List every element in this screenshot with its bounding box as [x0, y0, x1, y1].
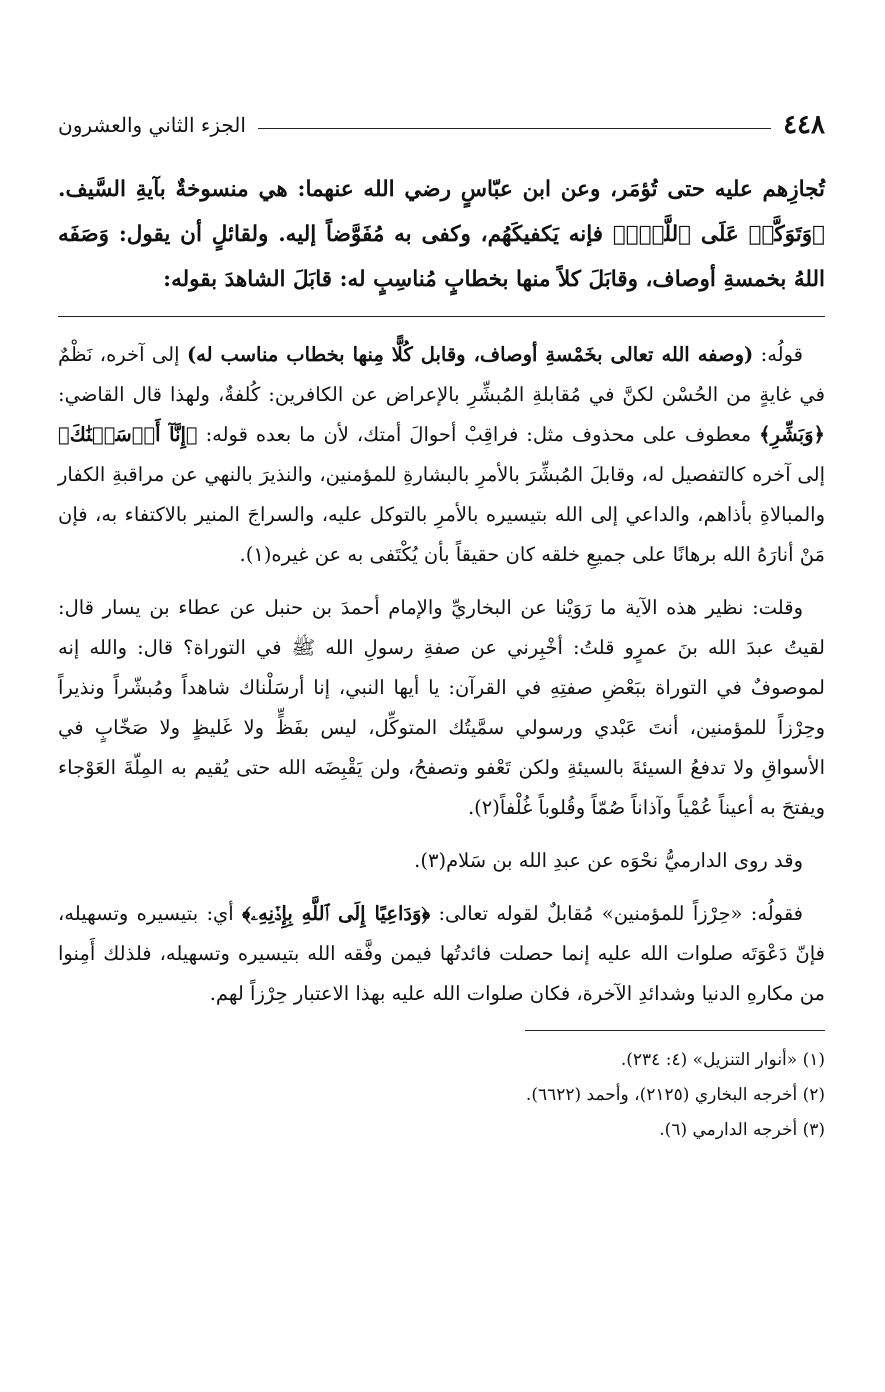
main-text-line1: تُجازِهم عليه حتى تُؤمَر، وعن ابن عبّاسٍ رضي الله عنهما: هي منسوخةٌ بآيةِ السَّيف. — [58, 177, 825, 202]
footnote: (٣) أخرجه الدارمي (٦). — [659, 1120, 825, 1140]
footnote: (١) «أنوار التنزيل» (٤: ٢٣٤). — [620, 1050, 825, 1070]
commentary-quote: (وصفه الله تعالى بخَمْسةِ أوصاف، وقابل كُلًّا مِنها بخطاب مناسب له) — [186, 343, 754, 366]
header-rule — [258, 128, 771, 129]
footnote: (٢) أخرجه البخاري (٢١٢٥)، وأحمد (٦٦٢٢). — [525, 1085, 825, 1105]
quran-verse-4: ﴿وَدَاعِيًا إِلَى ٱللَّهِ بِإِذۡنِهِۦ﴾ — [242, 902, 431, 925]
commentary-text-a: إلى آخره، نَظْمٌ في غايةٍ من الحُسْن لكنَّ في مُقابلةِ المُبشِّرِ بالإعراض عن الكافرين: كُلفةٌ، ولهذا قال القاضي: — [58, 343, 825, 406]
commentary-paragraph-1 — [58, 335, 825, 575]
commentary-text-b: معطوف على محذوف مثل: فراقِبْ أحوالَ أمتك، لأن ما بعده قوله: — [205, 423, 752, 446]
footnotes — [58, 1043, 825, 1148]
quran-verse-2: ﴿وَبَشِّرِ﴾ — [759, 423, 825, 446]
commentary-text-e: أي: بتيسيره وتسهيله، فإنّ دَعْوَتَه صلوات الله عليه إنما حصلت فائدتُها فيمن وفَّقه الله بتيسيره وتسهيله، فلذلك أَمِنوا من مكارهِ الدنيا وشدائدِ الآخرة، فكان صلوات الله عليه بهذا الاعتبار حِرْزاً لهم. — [58, 902, 825, 1005]
commentary-intro: قولُه: — [760, 343, 803, 366]
commentary-paragraph-2: وقلت: نظير هذه الآية ما رَوَيْنا عن البخاريِّ والإمام أحمدَ بن حنبل عن عطاء بن يسار قال: لقيتُ عبدَ الله بنَ عمرٍو قلتُ: أخْبِرني عن صفةِ رسولِ الله ﷺ في التوراة؟ قال: والله إنه لموصوفٌ في التوراة ببَعْضِ صفتِهِ في القرآن: يا أيها النبي، إنا أرسَلْناك شاهداً ومُبشّراً ونذيراً وحِرْزاً للمؤمنين، أنتَ عَبْدي ورسولي سمَّيتُك المتوكِّل، ليس بفَظٍّ ولا غَليظٍ ولا صَخّابٍ في الأسواقِ ولا تدفعُ السيئةَ بالسيئةِ ولكن تَعْفو وتصفحُ، ولن يَقْبِضَه الله حتى يُقيم به المِلّةَ العَوْجاء ويفتحَ به أعيناً عُمْياً وآذاناً صُمّاً وقُلوباً غُلْفاً(٢). — [58, 596, 825, 819]
page-header — [58, 105, 825, 145]
text-separator — [58, 316, 825, 317]
main-text-line2: فإنه يَكفيكَهُم، وكفى به مُفَوَّضاً إليه. ولقائلٍ أن يقول: وَصَفَه اللهُ بخمسةِ أوصاف، وقابَلَ كلاً منها بخطابٍ مُناسِبٍ له: قابَلَ الشاهدَ بقوله: — [58, 222, 825, 292]
quran-verse-1: ﴿وَتَوَكَّلۡ عَلَى ٱللَّهِۚ﴾ — [612, 222, 825, 247]
commentary-paragraph-3: وقد روى الدارميُّ نحْوَه عن عبدِ الله بن سَلام(٣). — [414, 849, 803, 872]
footnote-rule — [525, 1030, 825, 1031]
page — [58, 105, 825, 1345]
main-text — [58, 167, 825, 302]
commentary-text-c: إلى آخره كالتفصيل له، وقابلَ المُبشِّرَ بالأمرِ بالبشارةِ للمؤمنين، والنذيرَ بالنهي عن مراقبةِ الكفار والمبالاةِ بأذاهم، والداعي إلى الله بتيسيره بالأمرِ بالتوكل عليه، والسراجَ المنير بالاكتفاء به، فإن مَنْ أنارَهُ الله برهانًا على جميعِ خلقه كان حقيقاً بأن يُكْتَفى به عن غيره(١). — [58, 463, 825, 566]
commentary-paragraph-4 — [58, 894, 825, 1014]
commentary — [58, 335, 825, 1014]
commentary-text-d: فقولُه: «حِرْزاً للمؤمنين» مُقابلٌ لقوله تعالى: — [438, 902, 804, 925]
page-number: ٤٤٨ — [783, 110, 825, 140]
quran-verse-3: ﴿إِنَّآ أَرۡسَلۡنَٰكَ﴾ — [58, 423, 198, 446]
running-title: الجزء الثاني والعشرون — [58, 113, 246, 137]
